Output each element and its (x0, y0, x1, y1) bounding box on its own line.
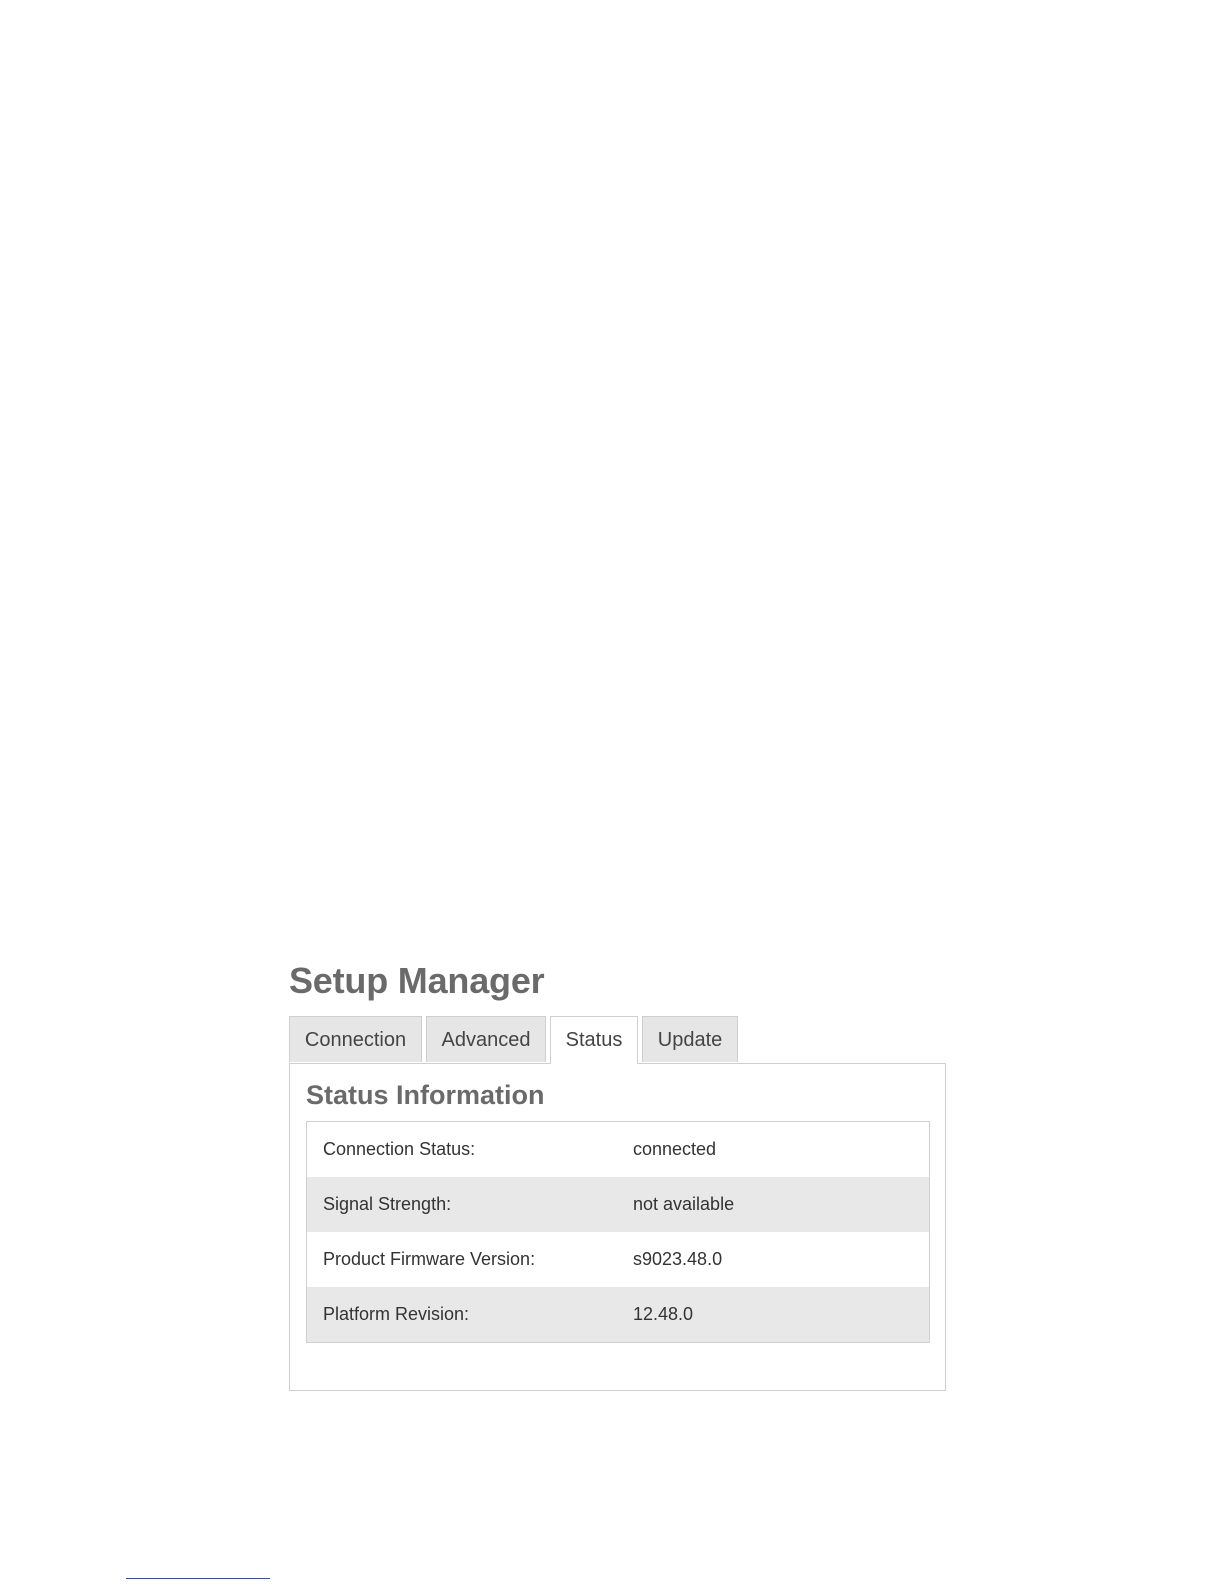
status-row-connection (307, 1122, 929, 1177)
status-label: Platform Revision: (323, 1304, 470, 1324)
status-label: Product Firmware Version: (323, 1249, 536, 1269)
status-value: not available (633, 1194, 735, 1214)
status-value: s9023.48.0 (633, 1249, 723, 1269)
status-table (306, 1121, 930, 1343)
status-value: 12.48.0 (633, 1304, 694, 1324)
tab-update[interactable]: Update (642, 1016, 738, 1062)
setup-manager (289, 955, 946, 1391)
tab-status[interactable]: Status (550, 1016, 638, 1064)
status-value: connected (633, 1139, 717, 1159)
status-panel (289, 1063, 946, 1391)
status-label: Signal Strength: (323, 1194, 452, 1214)
tab-connection[interactable]: Connection (289, 1016, 422, 1062)
status-row-signal (307, 1177, 929, 1232)
page-title: Setup Manager (289, 960, 545, 1001)
status-row-platform (307, 1287, 929, 1342)
tab-advanced[interactable]: Advanced (426, 1016, 546, 1062)
status-row-firmware (307, 1232, 929, 1287)
status-panel-title: Status Information (306, 1080, 545, 1110)
status-label: Connection Status: (323, 1139, 476, 1159)
tab-bar (289, 1016, 946, 1063)
footnote-link-underline[interactable] (126, 1578, 270, 1579)
